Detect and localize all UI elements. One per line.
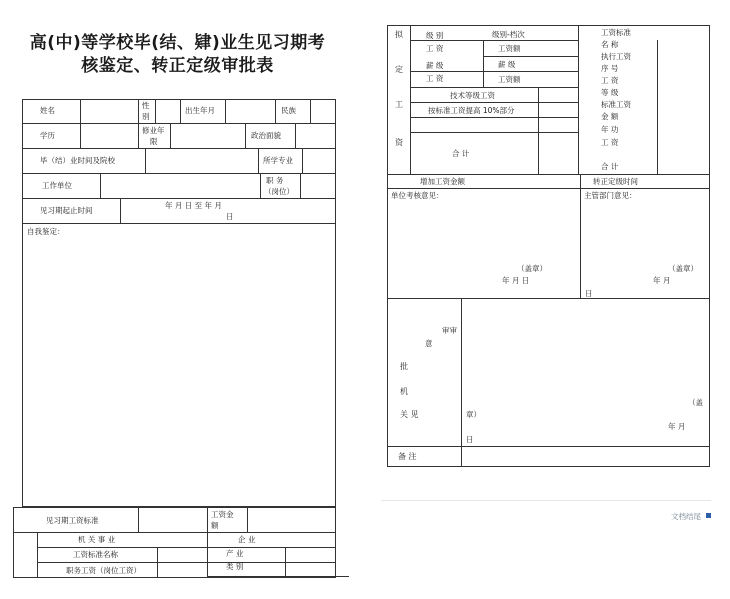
std-col-9: 工 资 xyxy=(601,138,619,147)
std-col-2: 执行工资 xyxy=(601,52,631,61)
label-duty-b: （岗位） xyxy=(264,187,294,196)
label-pay-grade-value: 薪 级 xyxy=(498,60,516,69)
label-duty-a: 职 务 xyxy=(266,176,284,185)
approval-char-pi: 批 xyxy=(400,362,408,371)
label-name: 姓名 xyxy=(40,106,55,115)
label-fixed-time: 转正定级时间 xyxy=(593,177,638,186)
label-years-b: 限 xyxy=(150,137,158,146)
label-political: 政治面貌 xyxy=(251,131,281,140)
label-education: 学历 xyxy=(40,131,55,140)
label-period: 见习期起止时间 xyxy=(40,206,93,215)
proposed-char-1: 拟 xyxy=(395,30,403,39)
label-gender-a: 性 xyxy=(142,101,150,110)
approval-seal-a: （盖 xyxy=(688,398,703,407)
form-title-line1: 高(中)等学校毕(结、肄)业生见习期考 xyxy=(29,33,326,53)
date-range-b: 日 xyxy=(226,212,234,221)
label-ethnic: 民族 xyxy=(281,106,296,115)
label-inst-public: 机 关 事 业 xyxy=(78,535,116,544)
right-form-border xyxy=(387,25,710,467)
std-col-1: 名 称 xyxy=(601,40,619,49)
label-industry-b: 类 别 xyxy=(226,562,244,571)
label-self-eval: 自我鉴定： xyxy=(27,227,65,236)
date-range-a: 年 月 日 至 年 月 xyxy=(165,201,222,210)
label-duty-salary: 职务工资（岗位工资） xyxy=(66,566,141,575)
approval-fragment-2: 意 xyxy=(425,339,433,348)
label-pay-grade: 薪 级 xyxy=(426,61,444,70)
date-2a: 年 月 xyxy=(653,276,671,285)
label-unit-opinion: 单位考核意见： xyxy=(391,191,444,200)
label-increase-amount: 增加工资金额 xyxy=(420,177,465,186)
footer-square-icon xyxy=(706,513,711,518)
std-col-0: 工资标准 xyxy=(601,28,631,37)
proposed-char-4: 资 xyxy=(395,138,403,147)
label-tech-grade: 技术等级工资 xyxy=(450,91,495,100)
std-col-8: 年 功 xyxy=(601,125,619,134)
seal-1: （盖章） xyxy=(517,264,547,273)
date-2b: 日 xyxy=(585,289,593,298)
label-salary-amount-1: 工资额 xyxy=(498,44,521,53)
std-col-6: 标准工资 xyxy=(601,100,631,109)
label-salary-std-name: 工资标准名称 xyxy=(73,550,118,559)
label-intern-salary: 见习期工资标准 xyxy=(46,516,99,525)
label-remarks: 备 注 xyxy=(398,452,417,461)
seal-2: （盖章） xyxy=(668,264,698,273)
label-amount-a: 工资金 xyxy=(211,510,234,519)
label-grade: 级 别 xyxy=(426,31,444,40)
proposed-char-3: 工 xyxy=(395,100,403,109)
label-major: 所学专业 xyxy=(263,156,293,165)
label-dept-opinion: 主管部门意见： xyxy=(584,191,637,200)
label-raise-10: 按标准工资提高 10%部分 xyxy=(428,106,515,115)
page-shadow-rule xyxy=(381,500,711,501)
label-years-a: 修业年 xyxy=(142,126,165,135)
label-enterprise: 企 业 xyxy=(238,535,256,544)
label-work-unit: 工作单位 xyxy=(42,181,72,190)
form-title-line2: 核鉴定、转正定级审批表 xyxy=(81,56,274,76)
approval-char-ji: 机 xyxy=(400,387,408,396)
label-salary-amount-2: 工资额 xyxy=(498,75,521,84)
approval-char-guan: 关 见 xyxy=(400,410,419,419)
label-gender-b: 别 xyxy=(142,112,150,121)
label-amount-b: 额 xyxy=(211,521,219,530)
std-col-3: 序 号 xyxy=(601,64,619,73)
proposed-char-2: 定 xyxy=(395,65,403,74)
std-col-4: 工 资 xyxy=(601,76,619,85)
approval-day: 日 xyxy=(466,435,474,444)
label-grade-salary: 工 资 xyxy=(426,44,444,53)
label-total: 合 计 xyxy=(452,149,470,158)
label-grad-time-school: 毕（结）业时间及院校 xyxy=(40,156,115,165)
label-grade-level: 级别-档次 xyxy=(492,30,525,39)
approval-date: 年 月 xyxy=(668,422,686,431)
label-birth: 出生年月 xyxy=(185,106,215,115)
date-1: 年 月 日 xyxy=(502,276,530,285)
approval-fragment: 审审 xyxy=(442,326,457,335)
std-col-7: 金 额 xyxy=(601,112,619,121)
label-industry-a: 产 业 xyxy=(226,549,244,558)
label-pay-grade-salary: 工 资 xyxy=(426,74,444,83)
std-col-5: 等 级 xyxy=(601,88,619,97)
std-col-11: 合 计 xyxy=(601,162,619,171)
footer-text: 文档结尾 xyxy=(671,512,701,521)
approval-seal-b: 章） xyxy=(466,410,481,419)
